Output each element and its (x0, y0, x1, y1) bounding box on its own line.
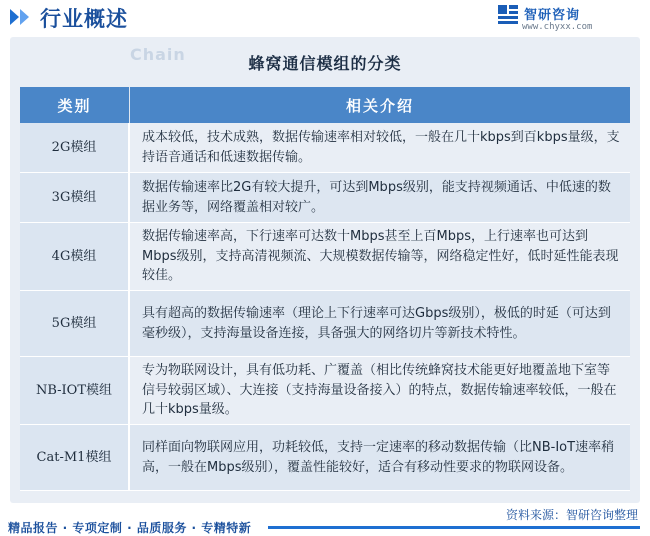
category-cell: Cat-M1模组 (20, 425, 130, 491)
table-title: 蜂窝通信模组的分类 (248, 54, 402, 73)
footer-tagline: 精品报告 · 专项定制 · 品质服务 · 专精特新 (8, 521, 252, 535)
table-row (20, 173, 630, 223)
description-cell: 具有超高的数据传输速率（理论上下行速率可达Gbps级别），极低的时延（可达到毫秒级），支持海量设备连接，具备强大的网络切片等新技术特性。 (130, 291, 630, 357)
data-source: 资料来源：智研咨询整理 (505, 508, 638, 522)
logo-name: 智研咨询 (524, 8, 581, 23)
section-title: 行业概述 (40, 7, 128, 31)
footer-bar (0, 517, 650, 536)
column-header-description: 相关介绍 (130, 87, 630, 123)
content-panel (10, 37, 640, 503)
category-cell: 4G模组 (20, 223, 130, 291)
table-row (20, 357, 630, 425)
category-cell: 5G模组 (20, 291, 130, 357)
category-cell: 2G模组 (20, 123, 130, 173)
chevron-right-icon (10, 9, 19, 25)
logo-mark-icon (498, 5, 520, 25)
classification-table (20, 87, 630, 491)
category-cell: 3G模组 (20, 173, 130, 223)
logo-url: www.chyxx.com (522, 22, 593, 32)
table-header-row (20, 87, 630, 123)
footer-divider (268, 526, 640, 529)
page-header (0, 0, 650, 34)
table-row (20, 291, 630, 357)
column-header-category: 类别 (20, 87, 130, 123)
description-cell: 成本较低，技术成熟，数据传输速率相对较低，一般在几十kbps到百kbps量级，支持语音通话和低速数据传输。 (130, 123, 630, 173)
chevron-right-icon (20, 9, 29, 25)
description-cell: 数据传输速率高，下行速率可达数十Mbps甚至上百Mbps，上行速率也可达到Mbps级别，支持高清视频流、大规模数据传输等，网络稳定性好，低时延性能表现较佳。 (130, 223, 630, 291)
brand-logo (498, 4, 638, 34)
description-cell: 专为物联网设计，具有低功耗、广覆盖（相比传统蜂窝技术能更好地覆盖地下室等信号较弱区域）、大连接（支持海量设备接入）的特点，数据传输速率较低，一般在几十kbps量级。 (130, 357, 630, 425)
description-cell: 同样面向物联网应用，功耗较低，支持一定速率的移动数据传输（比NB-IoT速率稍高，一般在Mbps级别），覆盖性能较好，适合有移动性要求的物联网设备。 (130, 425, 630, 491)
table-row (20, 425, 630, 491)
watermark: Chain (130, 45, 186, 64)
category-cell: NB-IOT模组 (20, 357, 130, 425)
table-row (20, 123, 630, 173)
table-row (20, 223, 630, 291)
description-cell: 数据传输速率比2G有较大提升，可达到Mbps级别，能支持视频通话、中低速的数据业务等，网络覆盖相对较广。 (130, 173, 630, 223)
